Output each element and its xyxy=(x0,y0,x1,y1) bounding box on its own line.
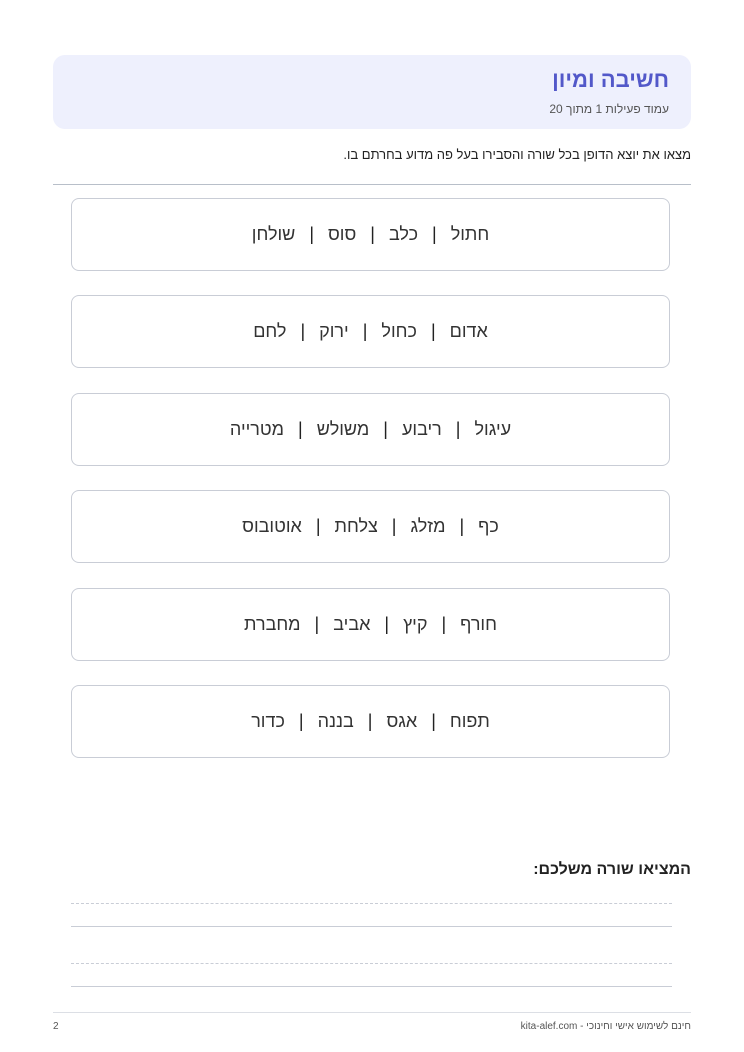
row-word[interactable]: אביב xyxy=(333,614,371,634)
row-word[interactable]: צלחת xyxy=(334,516,378,536)
writing-line-solid-1[interactable] xyxy=(71,926,672,927)
row-word[interactable]: בננה xyxy=(317,711,354,731)
row-word[interactable]: עיגול xyxy=(474,419,512,439)
exercise-row xyxy=(71,198,670,271)
row-word[interactable]: שולחן xyxy=(251,224,296,244)
row-word[interactable]: ריבוע xyxy=(401,419,442,439)
row-word[interactable]: חורף xyxy=(460,614,497,634)
word-separator: | xyxy=(455,419,461,439)
writing-line-solid-2[interactable] xyxy=(71,986,672,987)
word-separator: | xyxy=(300,321,306,341)
exercise-row xyxy=(71,685,670,758)
row-word[interactable]: לחם xyxy=(253,321,287,341)
exercise-row xyxy=(71,295,670,368)
exercise-row xyxy=(71,490,670,563)
word-separator: | xyxy=(298,419,303,439)
writing-line-dashed-1[interactable] xyxy=(71,903,672,904)
section-divider xyxy=(53,184,691,185)
word-separator: | xyxy=(459,516,465,536)
page-number: 2 xyxy=(53,1021,59,1032)
word-separator: | xyxy=(391,516,397,536)
row-word[interactable]: כחול xyxy=(381,321,417,341)
word-separator: | xyxy=(431,711,436,731)
page-title: חשיבה ומיון xyxy=(552,67,669,92)
word-separator: | xyxy=(383,419,388,439)
footer-divider xyxy=(53,1012,691,1013)
exercise-row xyxy=(71,393,670,466)
instructions-text: מצאו את יוצא הדופן בכל שורה והסבירו בעל פה מדוע בחרתם בו. xyxy=(343,147,691,162)
row-word[interactable]: כלב xyxy=(388,224,419,244)
own-row-title: המציאו שורה משלכם: xyxy=(533,861,691,878)
footer-text: חינם לשימוש אישי וחינוכי - kita-alef.com xyxy=(520,1021,691,1032)
page-header xyxy=(53,55,691,129)
word-separator: | xyxy=(370,224,375,244)
word-separator: | xyxy=(432,224,437,244)
word-separator: | xyxy=(367,711,373,731)
row-word[interactable]: אגס xyxy=(386,711,418,731)
word-separator: | xyxy=(315,516,321,536)
word-separator: | xyxy=(309,224,314,244)
exercise-row xyxy=(71,588,670,661)
writing-line-dashed-2[interactable] xyxy=(71,963,672,964)
row-word[interactable]: כף xyxy=(478,516,499,536)
row-word[interactable]: קיץ xyxy=(403,614,428,634)
row-word[interactable]: כדור xyxy=(251,711,285,731)
row-word[interactable]: אדום xyxy=(449,321,488,341)
row-word[interactable]: מזלג xyxy=(410,516,446,536)
page-subtitle: עמוד פעילות 1 מתוך 20 xyxy=(549,102,669,116)
word-separator: | xyxy=(298,711,304,731)
word-separator: | xyxy=(430,321,436,341)
row-word[interactable]: ירוק xyxy=(319,321,349,341)
word-separator: | xyxy=(441,614,447,634)
word-separator: | xyxy=(362,321,368,341)
word-separator: | xyxy=(314,614,320,634)
row-word[interactable]: אוטובוס xyxy=(242,516,302,536)
row-word[interactable]: חתול xyxy=(450,224,490,244)
row-word[interactable]: מחברת xyxy=(244,614,301,634)
word-separator: | xyxy=(384,614,390,634)
row-word[interactable]: מטרייה xyxy=(229,419,285,439)
row-word[interactable]: משולש xyxy=(316,419,370,439)
row-word[interactable]: סוס xyxy=(328,224,357,244)
row-word[interactable]: תפוח xyxy=(449,711,490,731)
